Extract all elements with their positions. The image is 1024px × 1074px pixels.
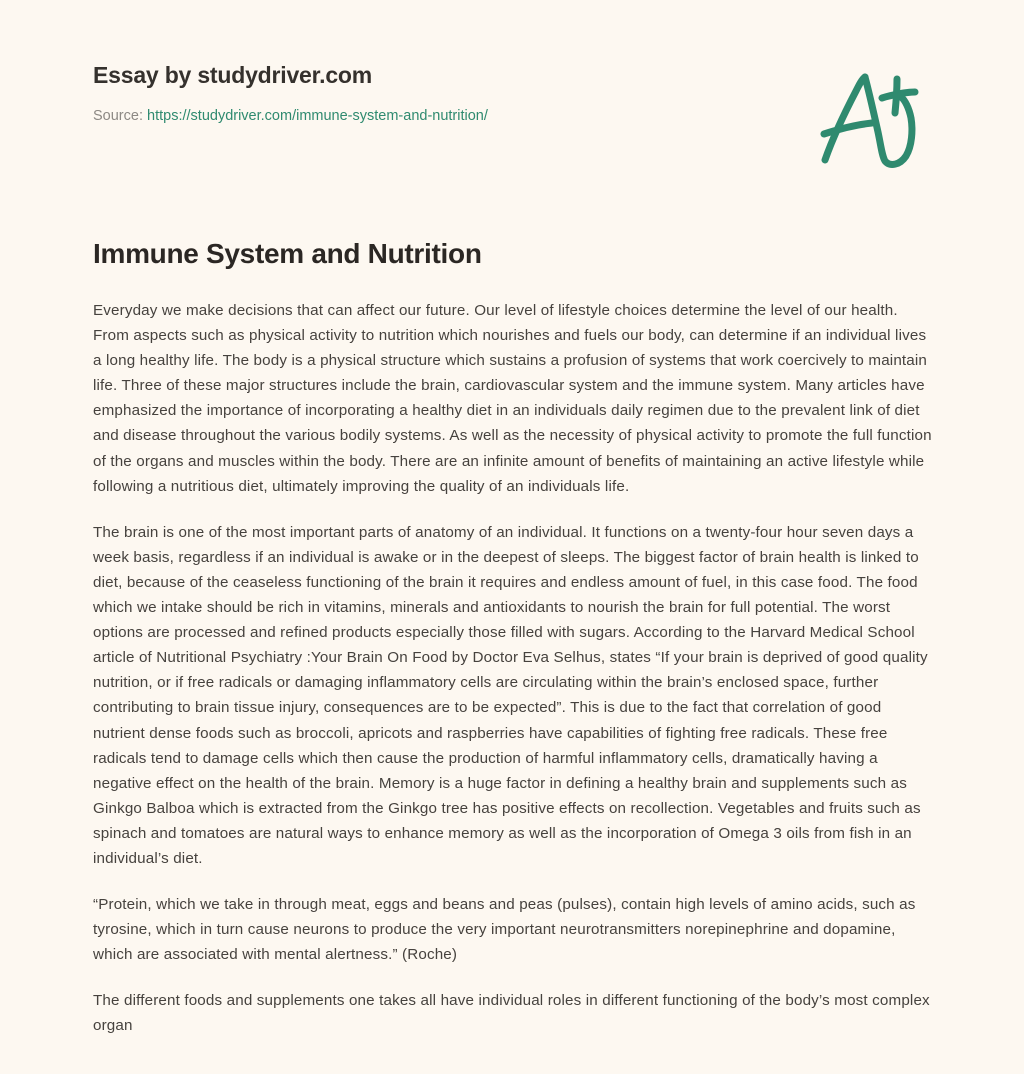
article	[93, 236, 933, 1039]
a-plus-logo-icon[interactable]	[812, 66, 924, 170]
source-line	[93, 107, 488, 125]
article-body	[93, 298, 933, 1039]
brand-title: Essay by studydriver.com	[93, 62, 373, 88]
article-paragraph: The different foods and supplements one takes all have individual roles in different functioning of the body’s most complex organ	[93, 992, 930, 1035]
header-text-block	[93, 62, 488, 125]
article-paragraph: The brain is one of the most important parts of anatomy of an individual. It functions on a twenty-four hour seven days a week basis, regardless if an individual is awake or in the deepest of sleeps. The biggest factor of brain health is linked to diet, because of the ceaseless functioning of the brain it requires and endless amount of fuel, in this case food. The food which we intake should be rich in vitamins, minerals and antioxidants to nourish the brain for full potential. The worst options are processed and refined products especially those filled with sugars. According to the Harvard Medical School article of Nutritional Psychiatry :Your Brain On Food by Doctor Eva Selhus, states “If your brain is deprived of good quality nutrition, or if free radicals or damaging inflammatory cells are circulating within the brain’s enclosed space, further contributing to brain tissue injury, consequences are to be expected”. This is due to the fact that correlation of good nutrient dense foods such as broccoli, apricots and raspberries have capabilities of fighting free radicals. These free radicals tend to damage cells which then cause the production of harmful inflammatory cells, dramatically having a negative effect on the health of the brain. Memory is a huge factor in defining a healthy brain and supplements such as Ginkgo Balboa which is extracted from the Ginkgo tree has positive effects on recollection. Vegetables and fruits such as spinach and tomatoes are natural ways to enhance memory as well as the incorporation of Omega 3 oils from fish in an individual’s diet.	[93, 523, 928, 867]
source-label: Source:	[93, 107, 143, 124]
page-header	[0, 0, 1024, 200]
source-url-link[interactable]: https://studydriver.com/immune-system-and-nutrition/	[147, 107, 488, 124]
page-title: Immune System and Nutrition	[93, 238, 482, 269]
article-paragraph: “Protein, which we take in through meat, eggs and beans and peas (pulses), contain high levels of amino acids, such as tyrosine, which in turn cause neurons to produce the very important neurotransmitters norepinephrine and dopamine, which are associated with mental alertness.” (Roche)	[93, 896, 916, 964]
article-paragraph: Everyday we make decisions that can affect our future. Our level of lifestyle choices determine the level of our health. From aspects such as physical activity to nutrition which nourishes and fuels our body, can determine if an individual lives a long healthy life. The body is a physical structure which sustains a profusion of systems that work coercively to maintain life. Three of these major structures include the brain, cardiovascular system and the immune system. Many articles have emphasized the importance of incorporating a healthy diet in an individuals daily regimen due to the prevalent link of diet and disease throughout the various bodily systems. As well as the necessity of physical activity to promote the full function of the organs and muscles within the body. There are an infinite amount of benefits of maintaining an active lifestyle while following a nutritious diet, ultimately improving the quality of an individuals life.	[93, 302, 932, 495]
